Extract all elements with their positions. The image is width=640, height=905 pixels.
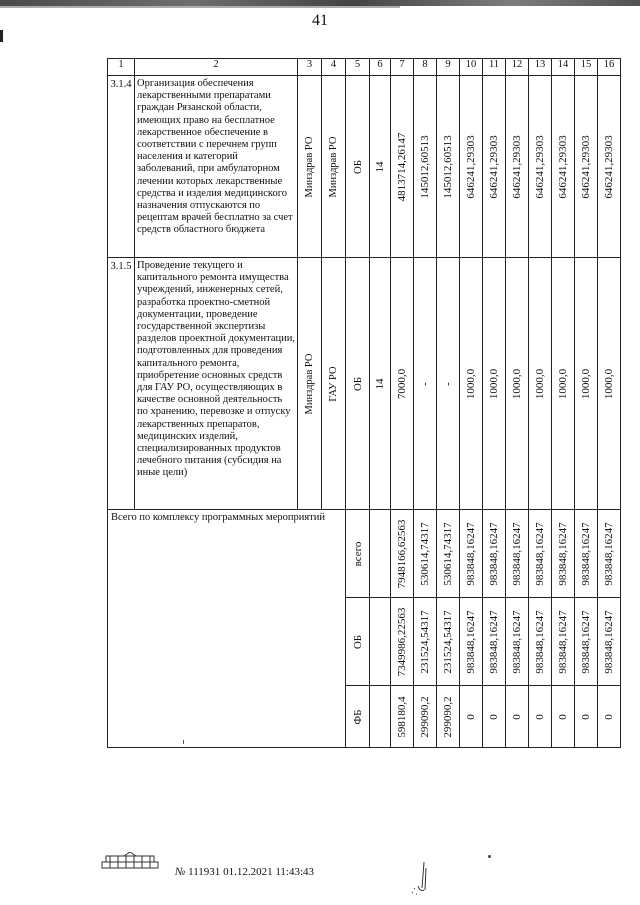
value-cell — [552, 686, 575, 748]
total-kind-text: ОБ — [351, 634, 364, 649]
value-cell — [598, 258, 621, 510]
value-text: 1000,0 — [510, 368, 523, 399]
value-text: 145012,60513 — [441, 134, 454, 199]
value-text: 7349986,22563 — [395, 607, 408, 676]
value-text: 983848,16247 — [464, 521, 477, 586]
value-cell — [506, 510, 529, 598]
program-table — [107, 58, 621, 748]
value-cell — [437, 686, 460, 748]
value-text: 983848,16247 — [602, 521, 615, 586]
source-text: ОБ — [351, 159, 364, 174]
value-text: 983848,16247 — [579, 521, 592, 586]
code-cell — [370, 76, 391, 258]
value-cell — [460, 686, 483, 748]
value-text: 1000,0 — [579, 368, 592, 399]
executor-cell — [298, 258, 322, 510]
value-text: 0 — [533, 713, 546, 720]
value-cell — [575, 258, 598, 510]
value-cell — [391, 686, 414, 748]
executor-cell — [298, 76, 322, 258]
total-kind-text: всего — [351, 541, 364, 566]
total-kind-cell — [346, 686, 370, 748]
source-text: ОБ — [351, 376, 364, 391]
value-cell — [598, 76, 621, 258]
value-text: 0 — [556, 713, 569, 720]
value-text: 646241,29303 — [556, 134, 569, 199]
header-cell: 3 — [298, 59, 322, 76]
value-text: 646241,29303 — [487, 134, 500, 199]
header-cell: 12 — [506, 59, 529, 76]
value-text: 983848,16247 — [487, 609, 500, 674]
row-number: 3.1.5 — [108, 258, 135, 510]
total-kind-cell — [346, 598, 370, 686]
header-cell: 7 — [391, 59, 414, 76]
header-cell: 16 — [598, 59, 621, 76]
document-number: 111931 — [188, 866, 221, 878]
value-text: 0 — [510, 713, 523, 720]
value-cell — [598, 686, 621, 748]
value-text: 1000,0 — [602, 368, 615, 399]
table-row — [108, 258, 621, 510]
value-text: 983848,16247 — [602, 609, 615, 674]
empty-cell — [370, 598, 391, 686]
value-text: 983848,16247 — [510, 521, 523, 586]
header-cell: 13 — [529, 59, 552, 76]
header-cell: 14 — [552, 59, 575, 76]
value-cell — [414, 76, 437, 258]
value-text: 299090,2 — [418, 695, 431, 738]
total-kind-text: ФБ — [351, 708, 364, 725]
value-cell — [437, 258, 460, 510]
recipient-cell — [322, 258, 346, 510]
value-cell — [552, 76, 575, 258]
value-text: 0 — [579, 713, 592, 720]
scan-left-mark — [0, 30, 3, 42]
document-registration — [175, 866, 314, 878]
value-cell — [529, 76, 552, 258]
number-sign: № — [175, 866, 186, 878]
value-cell — [529, 510, 552, 598]
value-text: 7000,0 — [395, 368, 408, 399]
header-cell: 10 — [460, 59, 483, 76]
value-text: 646241,29303 — [464, 134, 477, 199]
value-text: 145012,60513 — [418, 134, 431, 199]
code-text: 14 — [373, 378, 386, 389]
value-text: 299090,2 — [441, 695, 454, 738]
value-cell — [391, 510, 414, 598]
value-cell — [506, 598, 529, 686]
value-text: 0 — [602, 713, 615, 720]
row-description: Организация обеспечения лекарственными препаратами граждан Рязанской области, имеющих право на бесплатное лекарственное обеспечение в соответствии с перечнем групп населения и категорий заболеваний, при амбулаторном лечении которых лекарственные средства и изделия медицинского назначения отпускаются по рецептам врачей бесплатно за счет средств областного бюджета — [135, 76, 298, 258]
value-text: 0 — [487, 713, 500, 720]
value-cell — [598, 598, 621, 686]
value-cell — [483, 510, 506, 598]
page-number: 41 — [312, 12, 328, 29]
value-cell — [391, 76, 414, 258]
value-cell — [552, 510, 575, 598]
row-description: Проведение текущего и капитального ремонта имущества учреждений, инженерных сетей, разработка проектно-сметной документации, проведение государственной экспертизы разделов проектной документации, подготовленных для проведения капитального ремонта, приобретение основных средств для ГАУ РО, осуществляющих в качестве основной деятельность по хранению, перевозке и отпуску лекарственных препаратов, медицинских изделий, специализированных продуктов лечебного питания (субсидия на иные цели) — [135, 258, 298, 510]
value-text: 231524,54317 — [441, 609, 454, 674]
recipient-text: Минздрав РО — [327, 136, 339, 197]
header-row — [108, 59, 621, 76]
value-text: 530614,74317 — [441, 521, 454, 586]
value-cell — [552, 258, 575, 510]
code-text: 14 — [373, 161, 386, 172]
value-cell — [529, 598, 552, 686]
value-text: 4813714,26147 — [395, 132, 408, 201]
header-cell: 4 — [322, 59, 346, 76]
value-cell — [575, 510, 598, 598]
value-cell — [437, 510, 460, 598]
value-text: 983848,16247 — [579, 609, 592, 674]
value-cell — [529, 686, 552, 748]
value-text: 1000,0 — [533, 368, 546, 399]
row-number: 3.1.4 — [108, 76, 135, 258]
value-text: 646241,29303 — [579, 134, 592, 199]
value-cell — [598, 510, 621, 598]
empty-cell — [370, 510, 391, 598]
header-cell: 1 — [108, 59, 135, 76]
header-cell: 6 — [370, 59, 391, 76]
value-cell — [414, 598, 437, 686]
value-text: 983848,16247 — [464, 609, 477, 674]
header-cell: 8 — [414, 59, 437, 76]
recipient-text: ГАУ РО — [327, 365, 339, 402]
total-label: Всего по комплексу программных мероприятий — [108, 510, 346, 748]
total-row-all — [108, 510, 621, 598]
value-cell — [506, 686, 529, 748]
value-cell — [460, 76, 483, 258]
source-cell — [346, 76, 370, 258]
value-text: 231524,54317 — [418, 609, 431, 674]
recipient-cell — [322, 76, 346, 258]
header-cell: 2 — [135, 59, 298, 76]
value-text: 983848,16247 — [487, 521, 500, 586]
value-cell — [391, 598, 414, 686]
value-cell — [414, 258, 437, 510]
value-cell — [460, 598, 483, 686]
value-cell — [575, 598, 598, 686]
empty-cell — [370, 686, 391, 748]
value-text: 530614,74317 — [418, 521, 431, 586]
executor-text: Минздрав РО — [303, 136, 315, 197]
code-cell — [370, 258, 391, 510]
value-cell — [506, 258, 529, 510]
header-cell: 11 — [483, 59, 506, 76]
value-text: 1000,0 — [464, 368, 477, 399]
value-text: 983848,16247 — [556, 609, 569, 674]
value-cell — [437, 76, 460, 258]
value-text: 983848,16247 — [533, 609, 546, 674]
header-cell: 15 — [575, 59, 598, 76]
value-cell — [483, 686, 506, 748]
value-cell — [460, 258, 483, 510]
value-text: - — [418, 381, 431, 386]
signature-mark-icon — [400, 858, 440, 898]
executor-text: Минздрав РО — [303, 353, 315, 414]
scan-edge-top-line — [0, 6, 400, 8]
value-cell — [460, 510, 483, 598]
value-cell — [414, 510, 437, 598]
value-cell — [506, 76, 529, 258]
value-cell — [575, 76, 598, 258]
scan-mark — [183, 740, 184, 744]
value-text: - — [441, 381, 454, 386]
value-cell — [575, 686, 598, 748]
scan-dot — [488, 855, 491, 858]
value-text: 598180,4 — [395, 695, 408, 738]
value-text: 646241,29303 — [510, 134, 523, 199]
value-text: 1000,0 — [556, 368, 569, 399]
source-cell — [346, 258, 370, 510]
value-text: 983848,16247 — [510, 609, 523, 674]
value-text: 646241,29303 — [602, 134, 615, 199]
total-kind-cell — [346, 510, 370, 598]
value-cell — [391, 258, 414, 510]
header-cell: 5 — [346, 59, 370, 76]
value-text: 1000,0 — [487, 368, 500, 399]
value-cell — [552, 598, 575, 686]
value-text: 646241,29303 — [533, 134, 546, 199]
value-text: 0 — [464, 713, 477, 720]
value-cell — [483, 258, 506, 510]
table-row — [108, 76, 621, 258]
value-cell — [529, 258, 552, 510]
value-text: 983848,16247 — [533, 521, 546, 586]
value-cell — [414, 686, 437, 748]
value-cell — [437, 598, 460, 686]
value-text: 7948166,62563 — [395, 519, 408, 588]
header-cell: 9 — [437, 59, 460, 76]
value-cell — [483, 76, 506, 258]
value-cell — [483, 598, 506, 686]
document-datetime: 01.12.2021 11:43:43 — [223, 866, 315, 878]
building-stamp-icon — [100, 852, 160, 870]
value-text: 983848,16247 — [556, 521, 569, 586]
